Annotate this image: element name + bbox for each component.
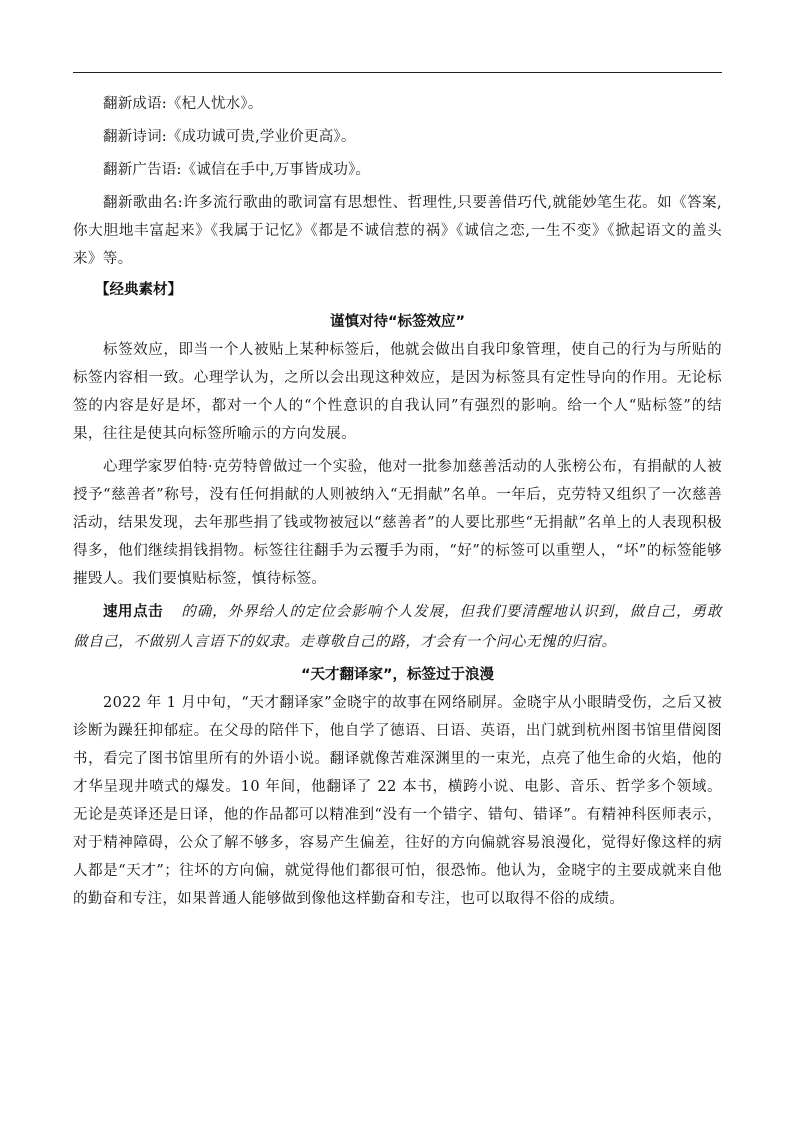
page-content [73,90,722,913]
article1-title: 谨慎对待“标签效应” [329,314,466,330]
tip-text: 的确，外界给人的定位会影响个人发展，但我们要清醒地认识到，做自己，勇敢做自己，不做别人言语下的奴隶。走尊敬自己的路，才会有一个问心无愧的归宿。 [73,604,722,650]
renew-idiom: 翻新成语:《杞人忧水》。 [103,96,263,112]
header-rule [73,72,722,73]
article2-paragraph: 2022 年 1 月中旬，“天才翻译家”金晓宇的故事在网络刷屏。金晓宇从小眼睛受伤，之后又被诊断为躁狂抑郁症。在父母的陪伴下，他自学了德语、日语、英语，出门就到杭州图书馆里借阅图书，看完了图书馆里所有的外语小说。翻译就像苦难深渊里的一束光，点亮了他生命的火焰，他的才华呈现井喷式的爆发。10 年间，他翻译了 22 本书，横跨小说、电影、音乐、哲学多个领域。无论是英译还是日译，他的作品都可以精准到“没有一个错字、错句、错译”。有精神科医师表示，对于精神障碍，公众了解不够多，容易产生偏差，往好的方向偏就容易浪漫化，觉得好像这样的病人都是“天才”；往坏的方向偏，就觉得他们都很可怕，很恐怖。他认为，金晓宇的主要成就来自他的勤奋和专注，如果普通人能够做到像他这样勤奋和专注，也可以取得不俗的成绩。 [73,695,722,907]
tip-label: 速用点击 [103,604,164,620]
article1-tip [73,597,722,657]
article1-paragraph: 标签效应，即当一个人被贴上某种标签后，他就会做出自我印象管理，使自己的行为与所贴的标签内容相一致。心理学认为，之所以会出现这种效应，是因为标签具有定性导向的作用。无论标签的内容是好是坏，都对一个人的“个性意识的自我认同”有强烈的影响。给一个人“贴标签”的结果，往往是使其向标签所喻示的方向发展。 [73,342,722,442]
article1-paragraph: 心理学家罗伯特·克劳特曾做过一个实验，他对一批参加慈善活动的人张榜公布，有捐献的人被授予“慈善者”称号，没有任何捐献的人则被纳入“无捐献”名单。一年后，克劳特又组织了一次慈善活动，结果发现，去年那些捐了钱或物被冠以“慈善者”的人要比那些“无捐献”名单上的人表现积极得多，他们继续捐钱捐物。标签往往翻手为云覆手为雨，“好”的标签可以重塑人，“坏”的标签能够摧毁人。我们要慎贴标签，慎待标签。 [73,459,722,587]
renew-poem: 翻新诗词:《成功诚可贵,学业价更高》。 [103,129,356,145]
article2-title: “天才翻译家”，标签过于浪漫 [300,667,495,683]
section-tag-classic-material: 【经典素材】 [95,282,182,298]
renew-song: 翻新歌曲名:许多流行歌曲的歌词富有思想性、哲理性,只要善借巧代,就能妙笔生花。如《答案,你大胆地丰富起来》《我属于记忆》《都是不诚信惹的祸》《诚信之恋,一生不变》《掀起语文的盖头来》等。 [73,195,722,267]
renew-ad: 翻新广告语:《诚信在手中,万事皆成功》。 [103,162,371,178]
